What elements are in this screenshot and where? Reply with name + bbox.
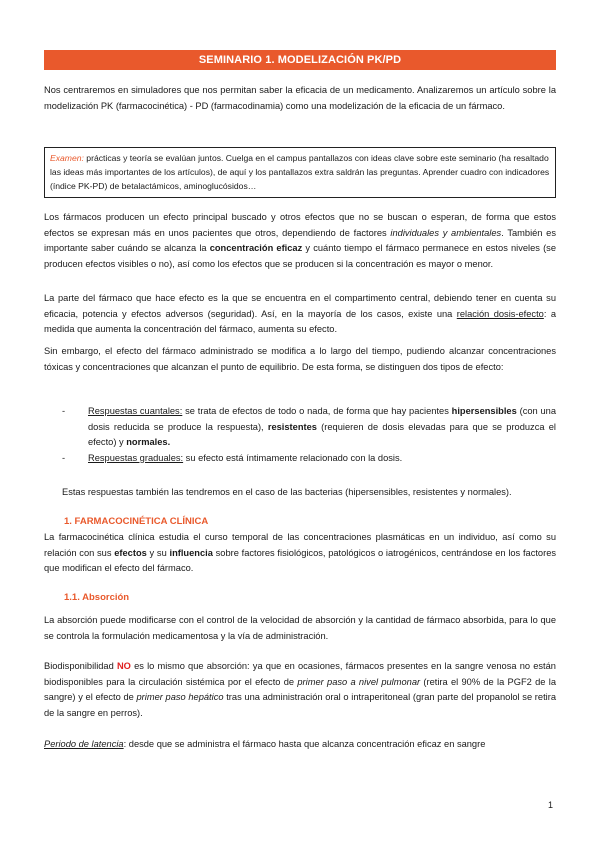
page-title: SEMINARIO 1. MODELIZACIÓN PK/PD	[44, 50, 556, 70]
section-heading-pharmacokinetics: 1. FARMACOCINÉTICA CLÍNICA	[64, 516, 209, 527]
intro-text: Nos centraremos en simuladores que nos permitan saber la eficacia de un medicamento. Analizaremos un artículo sobre la modelización PK (farmacocinética) - PD (farmacodinamia) como una modelización de la eficacia de un fármaco.	[44, 85, 556, 111]
exam-label: Examen:	[50, 153, 84, 163]
paragraph-clinical-pk: La farmacocinética clínica estudia el curso temporal de las concentraciones plasmáticas en un individuo, así como su relación con sus efectos y su influencia sobre factores fisiológicos, patológicos o iatrogénicos, centrándose en los factores que modifican el efecto del fármaco.	[44, 532, 557, 573]
paragraph-effects: Los fármacos producen un efecto principal buscado y otros efectos que no se buscan o esperan, de forma que estos efectos se expresan más en unos pacientes que otros, dependiendo de factores individuales y ambientales. También es importante saber cuándo se alcanza la concentración eficaz y cuánto tiempo el fármaco permanece en estos niveles (se producen efectos visibles o no), así como los efectos que se producen si la concentración es mayor o menor.	[44, 212, 557, 269]
page-number: 1	[548, 800, 554, 810]
exam-text: prácticas y teoría se evalúan juntos. Cuelga en el campus pantallazos con ideas clave sobre este seminario (ha resaltado las ideas más importantes de los artículos), de aquí y los pantallazos extra saldrán las preguntas. Aprender cuadro con indicadores (índice PK-PD) de betalactámicos, aminoglucósidos…	[50, 153, 550, 191]
paragraph-effect-types: Sin embargo, el efecto del fármaco administrado se modifica a lo largo del tiempo, pudiendo alcanzar concentraciones tóxicas y concentraciones que alcanzan el punto de equilibrio. De esta forma, se distinguen dos tipos de efecto:	[44, 346, 556, 372]
intro-paragraph	[44, 83, 556, 114]
paragraph-bacteria: Estas respuestas también las tendremos en el caso de las bacterias (hipersensibles, resistentes y normales).	[62, 487, 512, 497]
paragraph-absorption: La absorción puede modificarse con el control de la velocidad de absorción y la cantidad de fármaco absorbida, para lo que se controla la formulación medicamentosa y la vía de administración.	[44, 615, 556, 641]
paragraph-dose-effect: La parte del fármaco que hace efecto es la que se encuentra en el compartimento central, debiendo tener en cuenta su eficacia, potencia y efectos adversos (seguridad). Así, en la mayoría de los casos, existe una relación dosis-efecto: a medida que aumenta la concentración del fármaco, aumenta su efecto.	[44, 293, 556, 334]
paragraph-latency: Periodo de latencia: desde que se administra el fármaco hasta que alcanza concentración eficaz en sangre	[44, 739, 486, 749]
list-item: - Respuestas graduales: su efecto está íntimamente relacionado con la dosis.	[62, 452, 403, 463]
section-heading-absorption: 1.1. Absorción	[64, 592, 130, 603]
paragraph-bioavailability: Biodisponibilidad NO es lo mismo que absorción: ya que en ocasiones, fármacos presentes en la sangre venosa no están biodisponibles para la circulación sistémica por el efecto de primer paso a nivel pulmonar (retira el 90% de la PGF2 de la sangre) y el efecto de primer paso hepático tras una administración oral o intraperitoneal (gran parte del propanolol se retira de la sangre en perros).	[44, 661, 556, 718]
exam-note-box	[44, 147, 556, 198]
list-item: - Respuestas cuantales: se trata de efectos de todo o nada, de forma que hay pacientes hipersensibles (con una dosis reducida se produce la respuesta), resistentes (requieren de dosis elevadas para que se produzca el efecto) y normales.	[62, 406, 556, 447]
response-types-list	[62, 404, 556, 466]
